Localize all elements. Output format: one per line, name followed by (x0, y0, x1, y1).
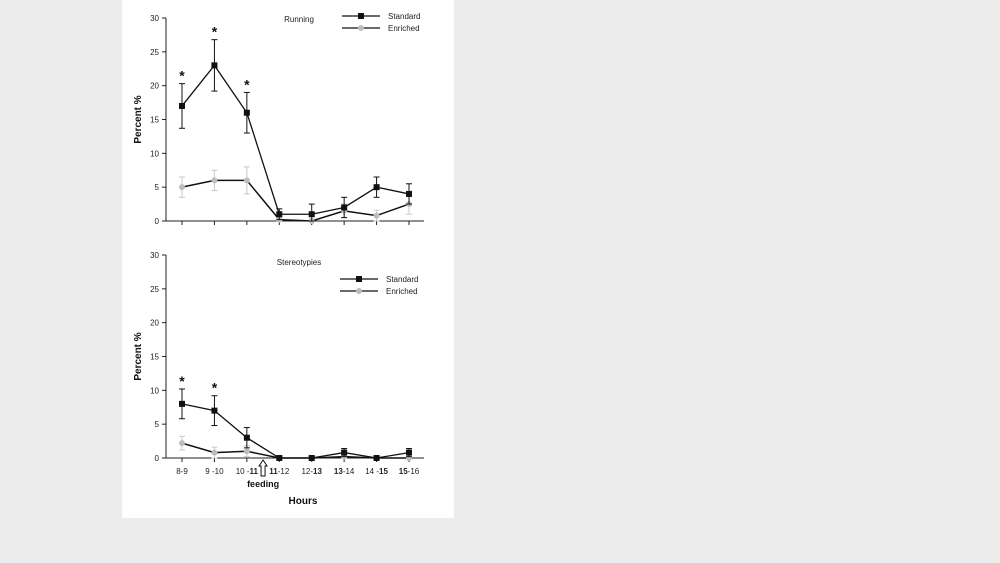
data-point (341, 450, 347, 456)
x-tick-label: 12-13 (301, 467, 322, 476)
x-tick-label: 10 -11 (235, 467, 258, 476)
legend-marker (358, 13, 364, 19)
data-point (179, 184, 185, 190)
x-tick-label: 9 -10 (205, 467, 224, 476)
data-point (179, 103, 185, 109)
significance-star: * (211, 23, 218, 40)
data-point (276, 455, 282, 461)
data-point (211, 62, 217, 68)
legend-label: Enriched (388, 24, 420, 33)
data-point (179, 440, 185, 446)
y-tick-label: 20 (150, 81, 159, 91)
legend-marker (356, 276, 362, 282)
legend-label: Standard (388, 12, 421, 21)
y-tick-label: 25 (150, 284, 159, 294)
data-point (374, 455, 380, 461)
chart-title: Stereotypies (276, 258, 322, 267)
y-tick-label: 0 (154, 217, 159, 226)
data-point (179, 401, 185, 407)
data-point (211, 177, 217, 183)
legend-marker (356, 288, 362, 294)
y-tick-label: 15 (150, 115, 159, 125)
chart-panel-1 (133, 12, 424, 226)
data-point (244, 435, 250, 441)
chart-panel-2 (133, 251, 424, 507)
feeding-arrow-icon (259, 460, 267, 476)
x-tick-label: 11-12 (269, 467, 290, 476)
y-tick-label: 20 (150, 318, 159, 328)
y-tick-label: 0 (154, 454, 159, 463)
y-axis-label: Percent % (133, 95, 144, 144)
data-point (309, 455, 315, 461)
series-standard (179, 40, 412, 221)
x-tick-label: 14 -15 (365, 467, 388, 476)
y-tick-label: 5 (154, 183, 159, 193)
y-axis-label: Percent % (133, 332, 144, 381)
series-line (182, 65, 409, 214)
x-tick-label: 8-9 (176, 467, 188, 476)
figure-panel (122, 0, 454, 518)
data-point (309, 211, 315, 217)
x-tick-label: 15-16 (398, 467, 420, 476)
legend-marker (358, 25, 364, 31)
y-tick-label: 30 (150, 251, 159, 260)
significance-star: * (211, 379, 218, 396)
data-point (374, 184, 380, 190)
data-point (211, 408, 217, 414)
significance-star: * (244, 76, 250, 93)
y-tick-label: 10 (150, 149, 159, 159)
y-tick-label: 5 (154, 420, 159, 430)
data-point (244, 448, 250, 454)
x-axis-label: Hours (288, 496, 318, 507)
data-point (211, 450, 217, 456)
y-tick-label: 10 (150, 386, 159, 396)
y-tick-label: 30 (150, 14, 159, 23)
legend-label: Enriched (386, 287, 418, 296)
data-point (244, 177, 250, 183)
legend (340, 275, 418, 296)
data-point (374, 213, 380, 219)
y-tick-label: 15 (150, 352, 159, 362)
significance-star: * (179, 67, 185, 84)
y-tick-label: 25 (150, 47, 159, 57)
data-point (406, 450, 412, 456)
legend (342, 12, 420, 33)
x-tick-label: 13-14 (333, 467, 355, 476)
data-point (276, 211, 282, 217)
data-point (406, 191, 412, 197)
data-point (244, 110, 250, 116)
data-point (341, 204, 347, 210)
legend-label: Standard (386, 275, 419, 284)
significance-star: * (179, 372, 185, 389)
chart-title: Running (284, 15, 314, 24)
line-charts-figure (122, 0, 454, 518)
feeding-label: feeding (247, 479, 280, 489)
